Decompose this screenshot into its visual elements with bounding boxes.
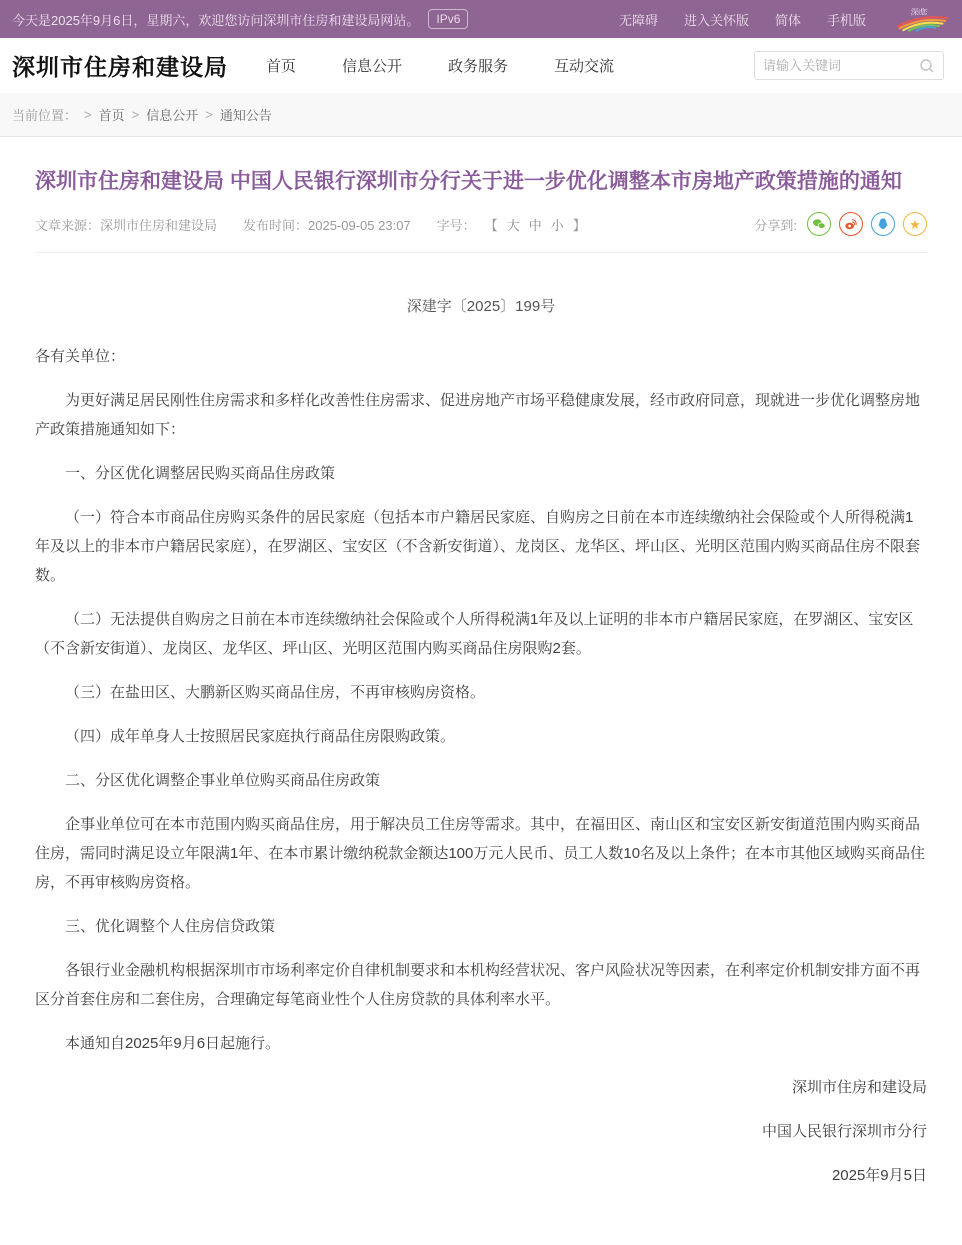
article-paragraph: 本通知自2025年9月6日起施行。 [65, 1035, 281, 1053]
wechat-share-icon[interactable] [807, 212, 831, 236]
share-label: 分享到: [754, 217, 797, 233]
topbar-links [619, 10, 866, 29]
article-paragraph: （二）无法提供自购房之日前在本市连续缴纳社会保险或个人所得税满1年及以上证明的非本市户籍居民家庭，在罗湖区、宝安区（不含新安街道）、龙岗区、龙华区、坪山区、光明区范围内购买商品住房限购2套。 [35, 611, 914, 658]
nav-item[interactable]: 互动交流 [554, 58, 615, 75]
search-input[interactable] [763, 58, 913, 73]
article-paragraph: 为更好满足居民刚性住房需求和多样化改善性住房需求、促进房地产市场平稳健康发展，经市政府同意，现就进一步优化调整房地产政策措施通知如下： [35, 392, 921, 439]
breadcrumb-item[interactable]: 通知公告 [219, 108, 272, 123]
document-number: 深建字〔2025〕199号 [406, 298, 556, 316]
breadcrumb-links [77, 105, 272, 124]
nav-item[interactable]: 首页 [266, 58, 297, 75]
nav-item[interactable]: 信息公开 [342, 58, 403, 75]
fontsize-option[interactable]: 小 [550, 217, 564, 233]
share-bar [754, 212, 927, 236]
article-paragraph: （一）符合本市商品住房购买条件的居民家庭（包括本市户籍居民家庭、自购房之日前在本市连续缴纳社会保险或个人所得税满1年及以上的非本市户籍居民家庭），在罗湖区、宝安区（不含新安街道）、龙岗区、龙华区、坪山区、光明区范围内购买商品住房不限套数。 [35, 509, 921, 585]
topbar-link[interactable]: 简体 [774, 12, 801, 28]
search-box[interactable] [754, 51, 944, 80]
fontsize-bracket-close: 】 [572, 217, 586, 233]
article-title: 深圳市住房和建设局 中国人民银行深圳市分行关于进一步优化调整本市房地产政策措施的通知 [35, 170, 902, 193]
fontsize-label: 字号： [436, 217, 476, 233]
article-body [35, 342, 927, 1190]
logo-text-glyph: 深i您 [910, 7, 928, 17]
article-source: 文章来源：深圳市住房和建设局 [35, 217, 218, 233]
fontsize-option[interactable]: 大 [506, 217, 520, 233]
article-paragraph: （四）成年单身人士按照居民家庭执行商品住房限购政策。 [65, 728, 456, 746]
breadcrumb-label: 当前位置： [12, 108, 78, 123]
breadcrumb-item[interactable]: 信息公开 [146, 108, 199, 123]
breadcrumb-separator: > [131, 107, 140, 122]
article-paragraph: 各有关单位： [35, 348, 126, 366]
shen-i-nin-rainbow-logo [894, 6, 950, 32]
breadcrumb-separator: > [84, 107, 92, 122]
fontsize-bracket-open: 【 [484, 217, 498, 233]
publish-time: 发布时间：2025-09-05 23:07 [243, 217, 411, 233]
article-paragraph: 三、优化调整个人住房信贷政策 [65, 918, 276, 936]
fontsize-options [507, 215, 564, 234]
breadcrumb-item[interactable]: 首页 [98, 108, 125, 123]
main-nav [266, 55, 614, 76]
search-icon[interactable] [919, 58, 935, 74]
article-paragraph: （三）在盐田区、大鹏新区购买商品住房，不再审核购房资格。 [65, 684, 486, 702]
article-paragraph: 中国人民银行深圳市分行 [761, 1123, 927, 1141]
fontsize-option[interactable]: 中 [528, 217, 542, 233]
breadcrumb-separator: > [205, 107, 213, 122]
article-paragraph: 深圳市住房和建设局 [791, 1079, 927, 1097]
star-glyph: ★ [909, 216, 921, 232]
article-paragraph: 企事业单位可在本市范围内购买商品住房，用于解决员工住房等需求。其中，在福田区、南山区和宝安区新安街道范围内购买商品住房，需同时满足设立年限满1年、在本市累计缴纳税款金额达100万元人民币、员工人数10名及以上条件；在本市其他区域购买商品住房，不再审核购房资格。 [35, 816, 926, 892]
article-paragraph: 2025年9月5日 [831, 1167, 927, 1185]
ipv6-badge: IPv6 [428, 9, 468, 29]
article-paragraph: 二、分区优化调整企事业单位购买商品住房政策 [65, 772, 381, 790]
topbar-link[interactable]: 无障碍 [618, 12, 658, 28]
topbar-link[interactable]: 进入关怀版 [683, 12, 749, 28]
topbar [0, 0, 962, 38]
topbar-link[interactable]: 手机版 [826, 12, 866, 28]
site-title: 深圳市住房和建设局 [12, 54, 228, 80]
article-paragraph: 各银行业金融机构根据深圳市市场利率定价自律机制要求和本机构经营状况、客户风险状况等因素，在利率定价机制安排方面不再区分首套住房和二套住房，合理确定每笔商业性个人住房贷款的具体利率水平。 [35, 962, 921, 1009]
nav-item[interactable]: 政务服务 [448, 58, 509, 75]
article-container [0, 167, 962, 1245]
qq-share-icon[interactable] [871, 212, 895, 236]
weibo-share-icon[interactable] [839, 212, 863, 236]
qzone-star-share-icon[interactable] [903, 212, 927, 236]
site-header [0, 38, 962, 93]
breadcrumb [0, 93, 962, 137]
fontsize-control [437, 215, 586, 234]
welcome-text: 今天是2025年9月6日，星期六，欢迎您访问深圳市住房和建设局网站。 [12, 12, 420, 28]
article-meta-row [35, 212, 927, 253]
article-paragraph: 一、分区优化调整居民购买商品住房政策 [65, 465, 336, 483]
